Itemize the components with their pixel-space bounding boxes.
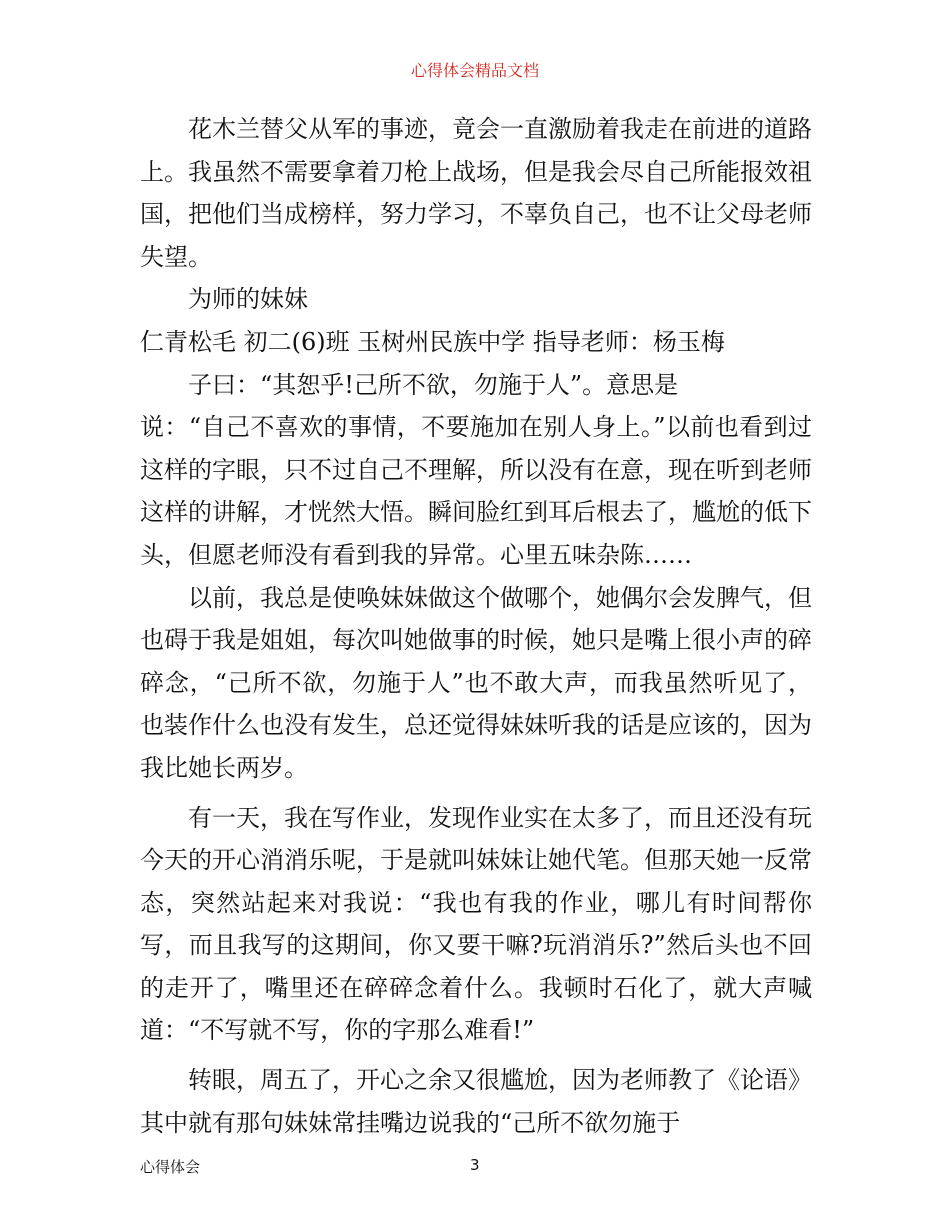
page-header-title: 心得体会精品文档 (410, 61, 539, 80)
paragraph-quote-meaning: 说：“自己不喜欢的事情，不要施加在别人身上。”以前也看到过这样的字眼，只不过自己不理解，所以没有在意，现在听到老师这样的讲解，才恍然大悟。瞬间脸红到耳后根去了，尴尬的低下头，但愿老师没有看到我的异常。心里五味杂陈…… (140, 413, 812, 569)
paragraph-one-day: 有一天，我在写作业，发现作业实在太多了，而且还没有玩今天的开心消消乐呢，于是就叫妹妹让她代笔。但那天她一反常态，突然站起来对我说：“我也有我的作业，哪儿有时间帮你写，而且我写的这期间，你又要干嘛?玩消消乐?”然后头也不回的走开了，嘴里还在碎碎念着什么。我顿时石化了，就大声喊道：“不写就不写，你的字那么难看!” (140, 803, 812, 1045)
paragraph-mulan: 花木兰替父从军的事迹，竟会一直激励着我走在前进的道路上。我虽然不需要拿着刀枪上战场，但是我会尽自己所能报效祖国，把他们当成榜样，努力学习，不辜负自己，也不让父母老师失望。 (140, 115, 812, 271)
page-number: 3 (470, 1156, 480, 1174)
document-body (140, 108, 812, 1144)
article-author-line: 仁青松毛 初二(6)班 玉树州民族中学 指导老师：杨玉梅 (140, 327, 725, 356)
footer-label: 心得体会 (140, 1158, 201, 1176)
paragraph-before: 以前，我总是使唤妹妹做这个做哪个，她偶尔会发脾气，但也碍于我是姐姐，每次叫她做事的时候，她只是嘴上很小声的碎碎念，“己所不欲，勿施于人”也不敢大声，而我虽然听见了，也装作什么也没有发生，总还觉得妹妹听我的话是应该的，因为我比她长两岁。 (140, 583, 812, 782)
paragraph-quote-intro: 子曰：“其恕乎!己所不欲，勿施于人”。意思是 (188, 370, 679, 399)
article-title: 为师的妹妹 (188, 285, 308, 314)
paragraph-friday: 转眼，周五了，开心之余又很尴尬，因为老师教了《论语》其中就有那句妹妹常挂嘴边说我的“己所不欲勿施于 (140, 1066, 812, 1137)
